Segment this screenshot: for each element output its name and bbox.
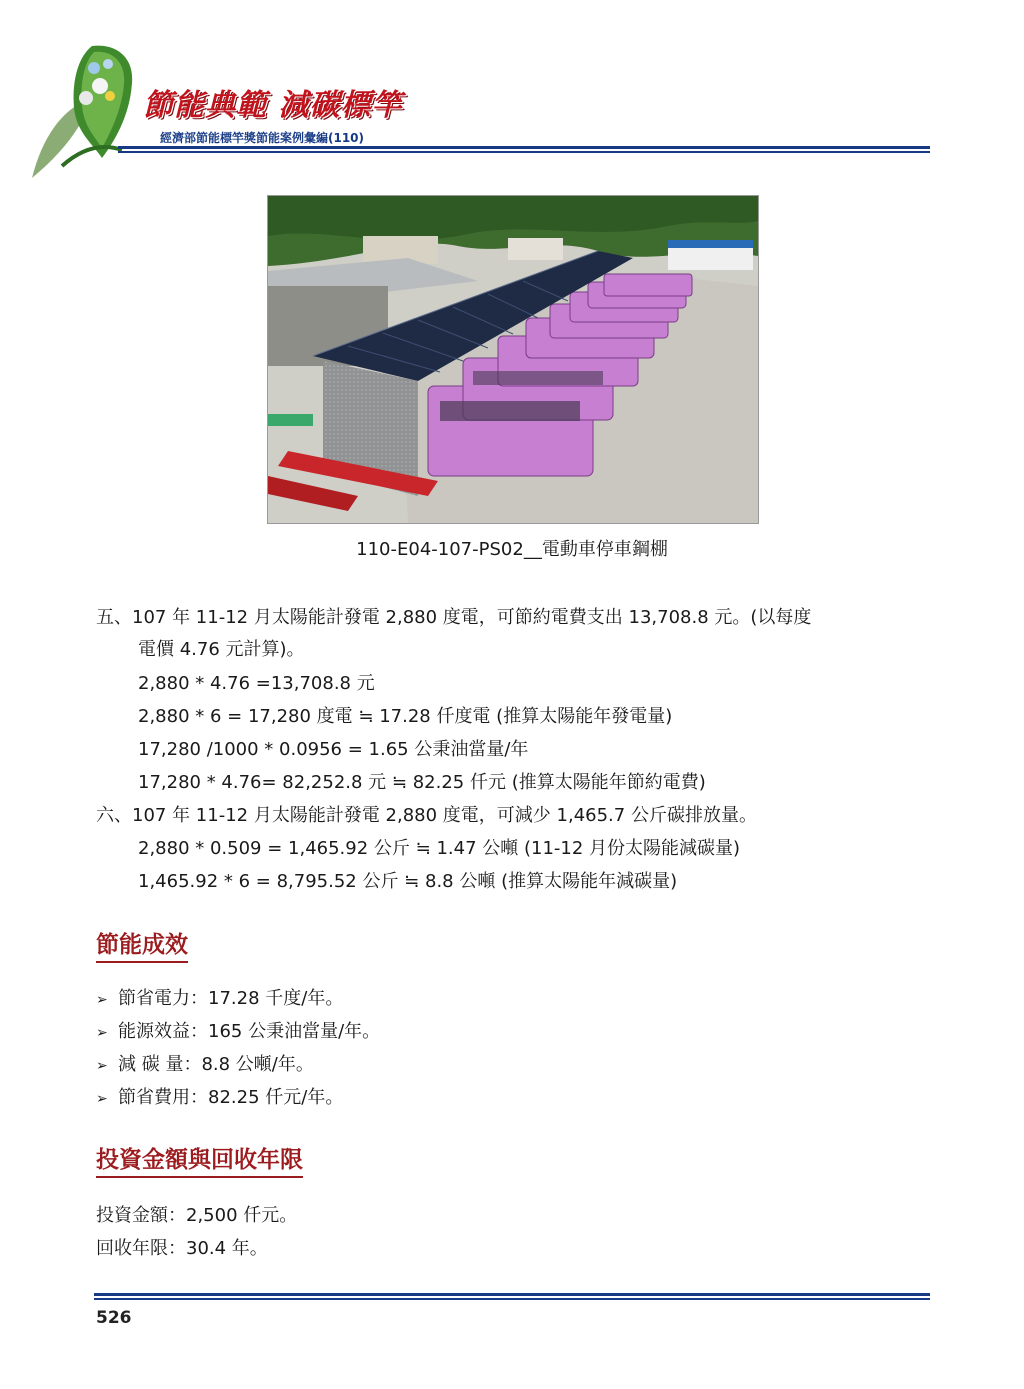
item5-calc3: 17,280 /1000 * 0.0956 = 1.65 公秉油當量/年 <box>138 739 529 760</box>
results-item-electricity: ➢ 節省電力：17.28 千度/年。 <box>96 987 343 1012</box>
results-item-cost: ➢ 節省費用：82.25 仟元/年。 <box>96 1086 343 1111</box>
results-item-carbon: ➢ 減 碳 量：8.8 公噸/年。 <box>96 1053 314 1078</box>
item5-calc4: 17,280 * 4.76= 82,252.8 元 ≒ 82.25 仟元 (推算太陽能年節約電費) <box>138 772 706 793</box>
bullet-arrow-icon: ➢ <box>96 1091 108 1107</box>
bullet-arrow-icon: ➢ <box>96 1025 108 1041</box>
page-header <box>0 0 1024 190</box>
investment-section-title: 投資金額與回收年限 <box>96 1145 303 1178</box>
item6-line1: 六、107 年 11-12 月太陽能計發電 2,880 度電，可減少 1,465.7 公斤碳排放量。 <box>96 805 757 826</box>
item6-calc2: 1,465.92 * 6 = 8,795.52 公斤 ≒ 8.8 公噸 (推算太陽能年減碳量) <box>138 871 678 892</box>
page-number: 526 <box>96 1308 132 1328</box>
header-subtitle: 經濟部節能標竿獎節能案例彙編(110) <box>160 131 365 145</box>
item5-calc2: 2,880 * 6 = 17,280 度電 ≒ 17.28 仟度電 (推算太陽能年發電量) <box>138 706 673 727</box>
photo-caption: 110-E04-107-PS02__電動車停車鋼棚 <box>356 539 668 560</box>
item5-line2: 電價 4.76 元計算)。 <box>138 639 305 660</box>
solar-carport-photo <box>267 195 759 524</box>
bullet-arrow-icon: ➢ <box>96 992 108 1008</box>
item6-calc1: 2,880 * 0.509 = 1,465.92 公斤 ≒ 1.47 公噸 (11-12 月份太陽能減碳量) <box>138 838 741 859</box>
header-rule-thin <box>118 151 930 153</box>
investment-amount: 投資金額：2,500 仟元。 <box>96 1205 298 1226</box>
results-section-title: 節能成效 <box>96 930 188 963</box>
item5-calc1: 2,880 * 4.76 =13,708.8 元 <box>138 673 375 694</box>
header-rule-thick <box>118 146 930 149</box>
payback-period: 回收年限：30.4 年。 <box>96 1238 268 1259</box>
bullet-arrow-icon: ➢ <box>96 1058 108 1074</box>
header-title: 節能典範 減碳標竿 <box>143 88 403 123</box>
footer-rule-thin <box>94 1298 930 1300</box>
item5-line1: 五、107 年 11-12 月太陽能計發電 2,880 度電，可節約電費支出 13,708.8 元。(以每度 <box>96 607 812 628</box>
taiwan-leaf-logo-icon <box>22 38 152 183</box>
footer-rule-thick <box>94 1293 930 1296</box>
results-item-energy: ➢ 能源效益：165 公秉油當量/年。 <box>96 1020 380 1045</box>
